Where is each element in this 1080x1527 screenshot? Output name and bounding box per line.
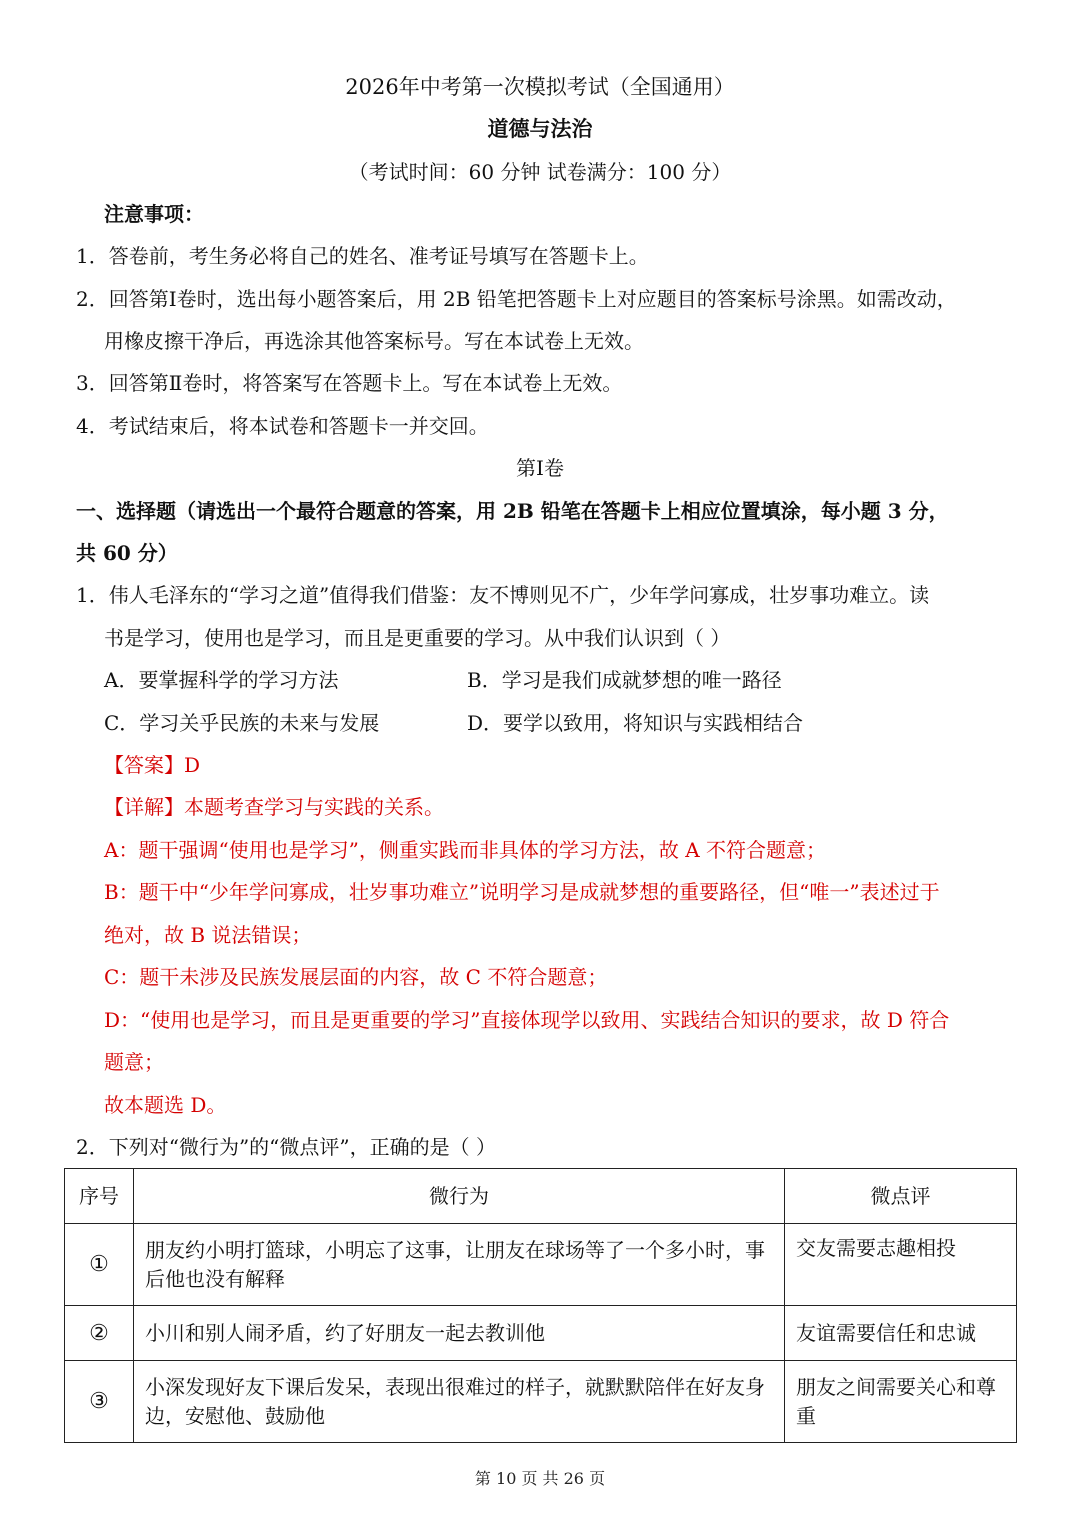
exam-info: （考试时间：60 分钟 试卷满分：100 分） bbox=[348, 160, 732, 184]
header-comment: 微点评 bbox=[785, 1169, 1017, 1224]
row-comment: 交友需要志趣相投 bbox=[785, 1224, 1017, 1306]
note-item-3: 3．回答第Ⅱ卷时，将答案写在答题卡上。写在本试卷上无效。 bbox=[76, 371, 623, 395]
table-header-row bbox=[65, 1169, 1017, 1224]
table-row bbox=[65, 1361, 1017, 1443]
row-number-label: ② bbox=[89, 1320, 109, 1346]
row-behavior: 小深发现好友下课后发呆，表现出很难过的样子，就默默陪伴在好友身边，安慰他、鼓励他 bbox=[134, 1361, 785, 1443]
question-1-option-c: C．学习关乎民族的未来与发展 bbox=[104, 711, 380, 735]
question-1-option-a: A．要掌握科学的学习方法 bbox=[104, 668, 339, 692]
question-2-stem: 2．下列对“微行为”的“微点评”，正确的是（ ） bbox=[76, 1135, 496, 1159]
note-item-2-cont: 用橡皮擦干净后，再选涂其他答案标号。写在本试卷上无效。 bbox=[104, 329, 644, 353]
table-row bbox=[65, 1306, 1017, 1361]
question-1-option-d: D．要学以致用，将知识与实践相结合 bbox=[467, 711, 804, 735]
notes-heading: 注意事项： bbox=[104, 202, 204, 226]
page-number: 第 10 页 共 26 页 bbox=[474, 1469, 606, 1488]
question-1-analysis-b-cont: 绝对，故 B 说法错误； bbox=[104, 923, 312, 947]
question-1-analysis-a: A：题干强调“使用也是学习”，侧重实践而非具体的学习方法，故 A 不符合题意； bbox=[104, 838, 827, 862]
row-number bbox=[65, 1306, 134, 1361]
header-number: 序号 bbox=[65, 1169, 134, 1224]
question-1-option-b: B．学习是我们成就梦想的唯一路径 bbox=[467, 668, 782, 692]
row-number bbox=[65, 1224, 134, 1306]
row-comment: 友谊需要信任和忠诚 bbox=[785, 1306, 1017, 1361]
header-behavior: 微行为 bbox=[134, 1169, 785, 1224]
table-row bbox=[65, 1224, 1017, 1306]
note-item-4: 4．考试结束后，将本试卷和答题卡一并交回。 bbox=[76, 414, 489, 438]
section-title: 第Ⅰ卷 bbox=[516, 456, 564, 480]
row-number bbox=[65, 1361, 134, 1443]
question-1-analysis-c: C：题干未涉及民族发展层面的内容，故 C 不符合题意； bbox=[104, 965, 608, 989]
question-1-analysis-d-cont: 题意； bbox=[104, 1050, 164, 1074]
question-1-stem: 1．伟人毛泽东的“学习之道”值得我们借鉴：友不博则见不广，少年学问寡成，壮岁事功难立。读 bbox=[76, 583, 930, 607]
question-1-analysis-b: B：题干中“少年学问寡成，壮岁事功难立”说明学习是成就梦想的重要路径，但“唯一”表述过于 bbox=[104, 880, 940, 904]
row-comment: 朋友之间需要关心和尊重 bbox=[785, 1361, 1017, 1443]
row-behavior: 朋友约小明打篮球，小明忘了这事，让朋友在球场等了一个多小时，事后他也没有解释 bbox=[134, 1224, 785, 1306]
row-number-label: ① bbox=[89, 1252, 109, 1277]
question-1-answer: 【答案】D bbox=[104, 753, 201, 777]
note-item-1: 1．答卷前，考生务必将自己的姓名、准考证号填写在答题卡上。 bbox=[76, 244, 649, 268]
row-number-label: ③ bbox=[89, 1389, 109, 1414]
part-one-heading: 一、选择题（请选出一个最符合题意的答案，用 2B 铅笔在答题卡上相应位置填涂，每小题 3 分， bbox=[76, 499, 949, 523]
part-one-heading-cont: 共 60 分） bbox=[76, 541, 178, 565]
question-1-conclusion: 故本题选 D。 bbox=[104, 1093, 227, 1117]
subject-title: 道德与法治 bbox=[487, 116, 593, 141]
note-item-2: 2．回答第Ⅰ卷时，选出每小题答案后，用 2B 铅笔把答题卡上对应题目的答案标号涂黑。如需改动， bbox=[76, 287, 957, 311]
question-1-detail: 【详解】本题考查学习与实践的关系。 bbox=[104, 795, 444, 819]
question-1-analysis-d: D：“使用也是学习，而且是更重要的学习”直接体现学以致用、实践结合知识的要求，故 D 符合 bbox=[104, 1008, 950, 1032]
question-2-table bbox=[64, 1168, 1017, 1443]
row-behavior: 小川和别人闹矛盾，约了好朋友一起去教训他 bbox=[134, 1306, 785, 1361]
question-1-stem-cont: 书是学习，使用也是学习，而且是更重要的学习。从中我们认识到（ ） bbox=[104, 626, 731, 650]
exam-title: 2026年中考第一次模拟考试（全国通用） bbox=[345, 75, 735, 99]
